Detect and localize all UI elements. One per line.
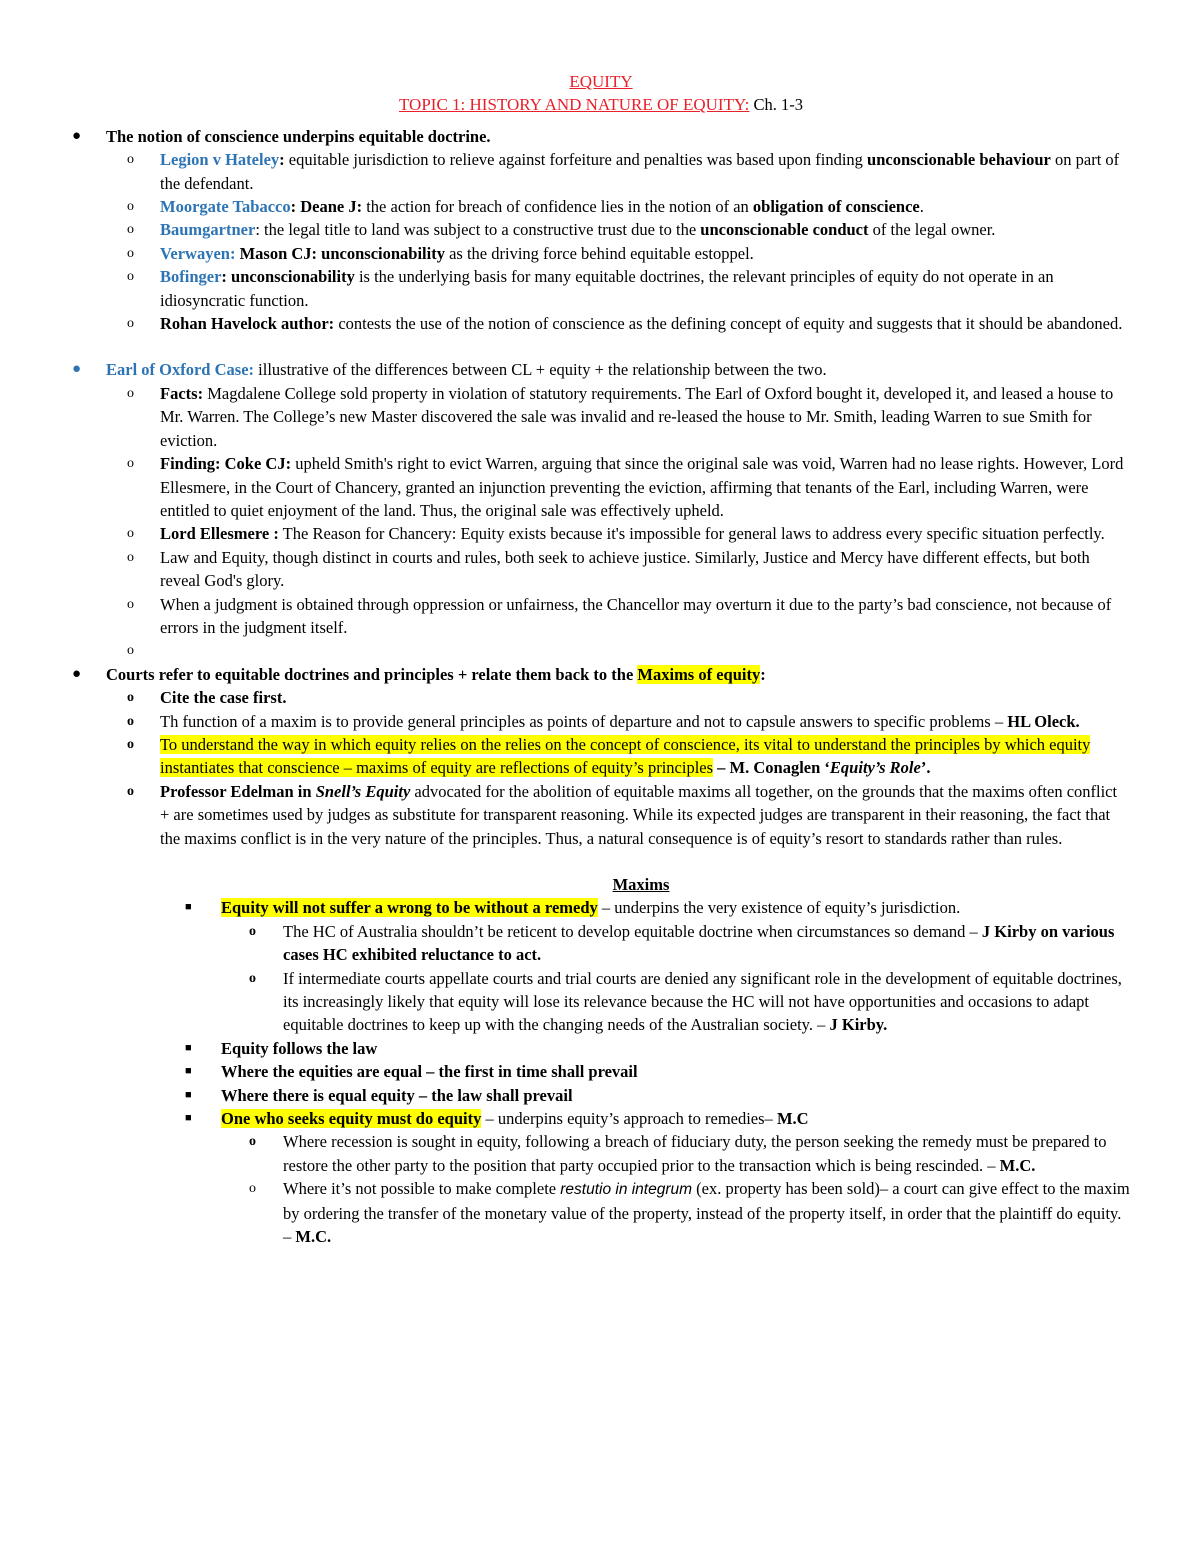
- section-earl-of-oxford: [72, 358, 1130, 662]
- item-text: When a judgment is obtained through oppression or unfairness, the Chancellor may overturn it due to the party’s bad conscience, not because of errors in the judgment itself.: [160, 594, 1112, 637]
- list-item: [72, 148, 1130, 195]
- list-item: [72, 242, 1130, 265]
- item-text: Magdalene College sold property in violation of statutory requirements. The Earl of Oxford bought it, developed it, and leased a house to Mr. Warren. The College’s new Master discovered the sale was invalid and re-leased the house to Mr. Smith, leading Warren to sue Smith for eviction.: [160, 383, 1114, 450]
- author-name: M.C.: [999, 1155, 1036, 1175]
- maxim-title: Equity follows the law: [221, 1038, 378, 1058]
- case-name: Legion v Hateley: [160, 150, 280, 170]
- circle-bullet-icon: o: [249, 923, 256, 939]
- judge-name: Mason CJ: unconscionability: [235, 243, 445, 263]
- circle-bullet-icon: o: [127, 385, 134, 401]
- author-name: J Kirby.: [829, 1015, 888, 1035]
- title-block: [72, 70, 1130, 117]
- item-text: Law and Equity, though distinct in courts and rules, both seek to achieve justice. Similarly, Justice and Mercy have different effects, but both reveal God's glory.: [160, 547, 1090, 591]
- item-text: illustrative of the differences between CL + equity + the relationship between the two.: [254, 360, 827, 380]
- item-text: upheld Smith's right to evict Warren, arguing that since the original sale was void, Warren had no lease rights. However, Lord Ellesmere, in the Court of Chancery, granted an injunction preventing the eviction, affirming that tenants of the Earl, including Warren, were entitled to quiet enjoyment of the land. Thus, the original sale was effectively upheld.: [160, 454, 1124, 520]
- list-item: [72, 312, 1130, 335]
- item-text: The HC of Australia shouldn’t be reticent to develop equitable doctrine when circumstances so demand –: [283, 921, 982, 941]
- item-text: Cite the case first.: [160, 688, 287, 708]
- author-name: M.C.: [295, 1227, 332, 1247]
- work-title: Equity’s Role: [829, 758, 921, 778]
- author-name: M.C: [776, 1109, 809, 1129]
- item-text: Th function of a maxim is to provide general principles as points of departure and not to capsule answers to specific problems –: [160, 711, 1008, 731]
- item-text: the action for breach of confidence lies in the notion of an: [362, 197, 753, 217]
- circle-bullet-icon: o: [127, 152, 134, 168]
- case-name: Earl of Oxford Case:: [106, 360, 255, 380]
- list-item: [72, 1060, 1130, 1083]
- circle-bullet-icon: o: [127, 690, 134, 706]
- list-item: [72, 546, 1130, 593]
- maxim-title: Where the equities are equal – the first in time shall prevail: [221, 1062, 638, 1082]
- list-item: [72, 522, 1130, 545]
- circle-bullet-icon: o: [127, 783, 134, 799]
- separator: :: [760, 664, 766, 684]
- item-text: on part of the defendant.: [160, 150, 1120, 193]
- circle-bullet-icon: o: [127, 596, 134, 612]
- section-heading: The notion of conscience underpins equitable doctrine.: [106, 126, 491, 146]
- section-heading: Courts refer to equitable doctrines and principles + relate them back to the: [106, 664, 638, 684]
- list-item: [72, 1084, 1130, 1107]
- circle-bullet-icon: o: [127, 456, 134, 472]
- case-name: Verwayen:: [160, 243, 236, 263]
- bullet-icon: ●: [72, 361, 82, 378]
- circle-bullet-icon: o: [127, 526, 134, 542]
- highlighted-text: To understand the way in which equity relies on the relies on the concept of conscience, its vital to understand the principles by which equity instantiates that conscience – maxims of equity are reflections of equity’s principles: [160, 734, 1091, 778]
- item-text: the legal title to land was subject to a constructive trust due to the: [259, 220, 701, 240]
- item-text: advocated for the abolition of equitable maxims all together, on the grounds that the maxims often conflict + are sometimes used by judges as substitute for transparent reasoning. While its expected judges are transparent in their reasoning, the fact that the maxims conflict is in the very nature of the principles. Thus, a natural consequence is of equity’s resort to standards rather than rules.: [160, 781, 1118, 848]
- maxims-list: [72, 896, 1130, 1248]
- section-conscience: [72, 125, 1130, 336]
- circle-bullet-icon: o: [249, 1134, 256, 1150]
- separator: ’.: [920, 758, 931, 778]
- item-text: – underpins equity’s approach to remedies–: [481, 1109, 777, 1129]
- item-text: of the legal owner.: [868, 220, 996, 240]
- list-item: [72, 967, 1130, 1037]
- topic-heading: [72, 93, 1130, 116]
- list-item: [72, 686, 1130, 709]
- list-item: [72, 218, 1130, 241]
- list-item: [72, 733, 1130, 780]
- item-text: .: [919, 197, 924, 217]
- document-title: EQUITY: [569, 72, 633, 91]
- circle-bullet-icon: o: [127, 643, 134, 659]
- item-bold: unconscionable behaviour: [867, 150, 1051, 170]
- list-item: [72, 920, 1130, 967]
- item-text: The Reason for Chancery: Equity exists because it's impossible for general laws to address every specific situation perfectly.: [278, 524, 1105, 544]
- item-text: If intermediate courts appellate courts and trial courts are denied any significant role in the development of equitable doctrines, its increasingly likely that equity will lose its relevance because the HC will not have opportunities and occasions to adapt equitable doctrines to keep up with the changing needs of the Australian society. –: [283, 968, 1122, 1035]
- circle-bullet-icon: o: [127, 222, 134, 238]
- case-name: Baumgartner: [160, 220, 256, 240]
- square-bullet-icon: ■: [185, 1041, 192, 1054]
- latin-term: restutio in integrum: [560, 1181, 693, 1199]
- item-bold: unconscionability: [226, 267, 355, 287]
- list-item: [72, 382, 1130, 452]
- circle-bullet-icon: o: [127, 245, 134, 261]
- item-text: equitable jurisdiction to relieve against forfeiture and penalties was based upon finding: [284, 150, 868, 170]
- maxim-title: Where there is equal equity – the law shall prevail: [221, 1085, 573, 1105]
- chapter-ref: Ch. 1-3: [753, 95, 804, 115]
- square-bullet-icon: ■: [185, 1088, 192, 1101]
- list-item: [72, 710, 1130, 733]
- highlighted-text: Maxims of equity: [637, 664, 761, 684]
- circle-bullet-icon: o: [127, 549, 134, 565]
- case-name: Moorgate Tabacco: [160, 197, 291, 217]
- item-text: (ex. property has been sold)– a court can give effect to the maxim by ordering the transfer of the monetary value of the property, instead of the property itself, in order that the plaintiff do equity. –: [283, 1179, 1130, 1247]
- list-item: [72, 896, 1130, 919]
- judge-name: Deane J:: [296, 197, 363, 217]
- separator: :: [279, 150, 285, 170]
- ellesmere-label: Lord Ellesmere :: [160, 524, 279, 544]
- finding-label: Finding: Coke CJ:: [160, 454, 292, 474]
- square-bullet-icon: ■: [185, 901, 192, 914]
- topic-title: TOPIC 1: HISTORY AND NATURE OF EQUITY:: [398, 95, 750, 115]
- item-text: Where it’s not possible to make complete: [283, 1179, 561, 1199]
- separator: :: [255, 220, 260, 240]
- work-title: Snell’s Equity: [315, 781, 411, 801]
- empty-list-item: [72, 639, 1130, 662]
- author-name: J Kirby on various cases HC exhibited reluctance to act.: [283, 921, 1115, 965]
- separator: :: [290, 197, 297, 217]
- maxim-title: Equity will not suffer a wrong to be without a remedy: [221, 898, 598, 918]
- square-bullet-icon: ■: [185, 1065, 192, 1078]
- maxim-title: One who seeks equity must do equity: [221, 1109, 482, 1129]
- list-item: [72, 265, 1130, 312]
- author-name: – M. Conaglen ‘: [713, 758, 830, 778]
- item-text: Where recession is sought in equity, following a breach of fiduciary duty, the person seeking the remedy must be prepared to restore the other party to the position that party occupied prior to the transaction which is being rescinded. –: [283, 1132, 1107, 1175]
- list-item: [72, 593, 1130, 640]
- author-name: Professor Edelman in: [160, 781, 316, 801]
- circle-bullet-icon: o: [127, 316, 134, 332]
- case-name: Bofinger: [160, 267, 222, 287]
- list-item: [72, 1177, 1130, 1248]
- list-item: [72, 1130, 1130, 1177]
- separator: :: [221, 267, 227, 287]
- item-text: contests the use of the notion of conscience as the defining concept of equity and suggests that it should be abandoned.: [334, 314, 1123, 334]
- section-maxims-reference: [72, 663, 1130, 850]
- item-text: – underpins the very existence of equity’s jurisdiction.: [597, 898, 961, 918]
- list-item: [72, 452, 1130, 522]
- item-text: is the underlying basis for many equitable doctrines, the relevant principles of equity do not operate in an idiosyncratic function.: [160, 267, 1054, 310]
- list-item: [72, 1107, 1130, 1130]
- bullet-icon: ●: [72, 665, 82, 682]
- item-text: as the driving force behind equitable estoppel.: [444, 243, 754, 263]
- circle-bullet-icon: o: [127, 269, 134, 285]
- item-bold: obligation of conscience: [752, 197, 920, 217]
- facts-label: Facts:: [160, 383, 204, 403]
- circle-bullet-icon: o: [249, 970, 256, 986]
- item-bold: unconscionable conduct: [700, 220, 869, 240]
- author-name: Rohan Havelock author:: [160, 314, 335, 334]
- maxims-heading: Maxims: [612, 875, 670, 894]
- list-item: [72, 125, 1130, 148]
- square-bullet-icon: ■: [185, 1112, 192, 1125]
- list-item: [72, 1037, 1130, 1060]
- list-item: [72, 358, 1130, 381]
- list-item: [72, 780, 1130, 850]
- author-name: HL Oleck.: [1007, 711, 1080, 731]
- circle-bullet-icon: o: [127, 736, 134, 752]
- list-item: [72, 663, 1130, 686]
- circle-bullet-icon: o: [127, 199, 134, 215]
- circle-bullet-icon: o: [127, 713, 134, 729]
- list-item: [72, 195, 1130, 218]
- circle-bullet-icon: o: [249, 1181, 256, 1197]
- bullet-icon: ●: [72, 127, 82, 144]
